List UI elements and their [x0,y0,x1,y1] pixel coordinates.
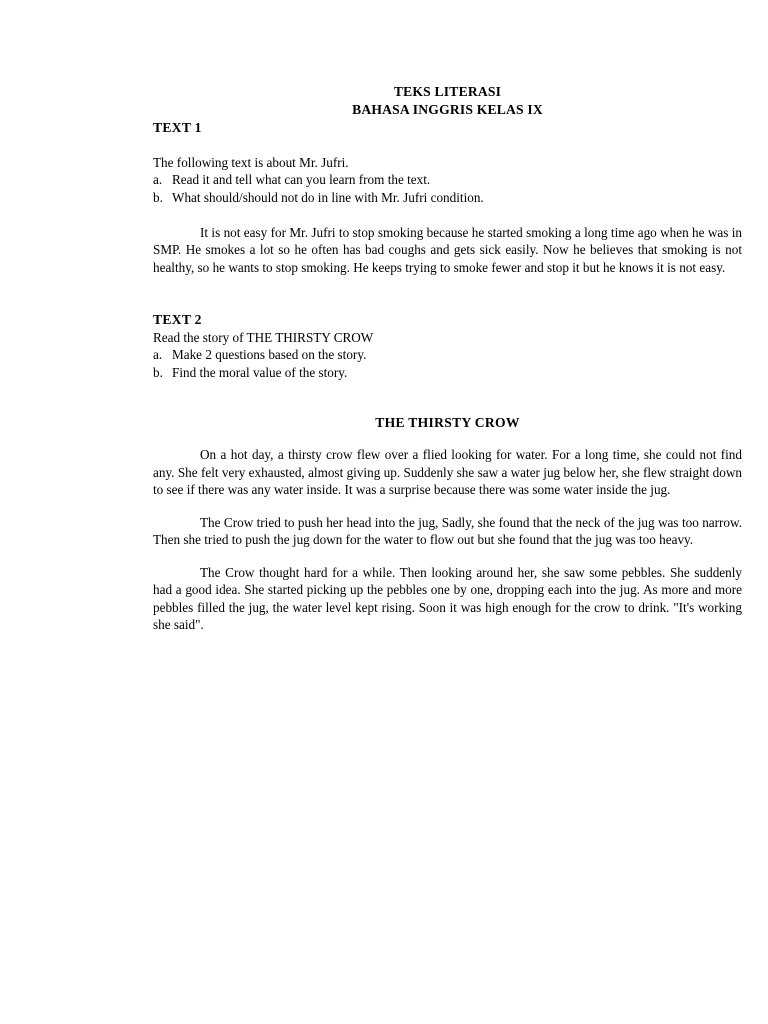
story-paragraph-3: The Crow thought hard for a while. Then looking around her, she saw some pebbles. She suddenly had a good idea. She started picking up the pebbles one by one, dropping each into the jug. As more and more pebbles filled the jug, the water level kept rising. Soon it was high enough for the crow to drink. "It's working she said". [153,564,742,633]
list-marker: b. [153,189,163,205]
list-item-text: What should/should not do in line with Mr. Jufri condition. [172,189,484,205]
list-item-text: Read it and tell what can you learn from the text. [172,172,431,188]
list-item-text: Make 2 questions based on the story. [172,347,367,363]
text1-intro: The following text is about Mr. Jufri. [153,154,349,170]
list-item-text: Find the moral value of the story. [172,364,348,380]
document-subtitle: BAHASA INGGRIS KELAS IX [352,101,543,117]
document-title: TEKS LITERASI [393,84,502,99]
list-marker: b. [153,364,163,380]
list-marker: a. [153,172,163,188]
list-item [153,189,742,206]
story-title: THE THIRSTY CROW [375,415,520,431]
text2-intro: Read the story of THE THIRSTY CROW [153,329,374,345]
list-item [153,346,742,363]
text1-label: TEXT 1 [153,120,202,136]
list-marker: a. [153,347,163,363]
story-paragraph-1: On a hot day, a thirsty crow flew over a flied looking for water. For a long time, she could not find any. She felt very exhausted, almost giving up. Suddenly she saw a water jug below her, she flew straight down to see if there was any water inside. It was a surprise because there was some water inside the jug. [153,447,742,498]
text2-task-list [153,346,742,381]
list-item [153,364,742,381]
text1-paragraph: It is not easy for Mr. Jufri to stop smoking because he started smoking a long time ago when he was in SMP. He smokes a lot so he often has bad coughs and gets sick easily. Now he believes that smoking is not healthy, so he wants to stop smoking. He keeps trying to smoke fewer and stop it but he knows it is not easy. [153,225,742,275]
text2-label: TEXT 2 [153,312,202,328]
text1-task-list [153,171,742,206]
document-page [153,83,742,634]
list-item [153,171,742,188]
story-paragraph-2: The Crow tried to push her head into the jug, Sadly, she found that the neck of the jug was too narrow. Then she tried to push the jug down for the water to flow out but she found that the jug was too heavy. [153,514,742,548]
